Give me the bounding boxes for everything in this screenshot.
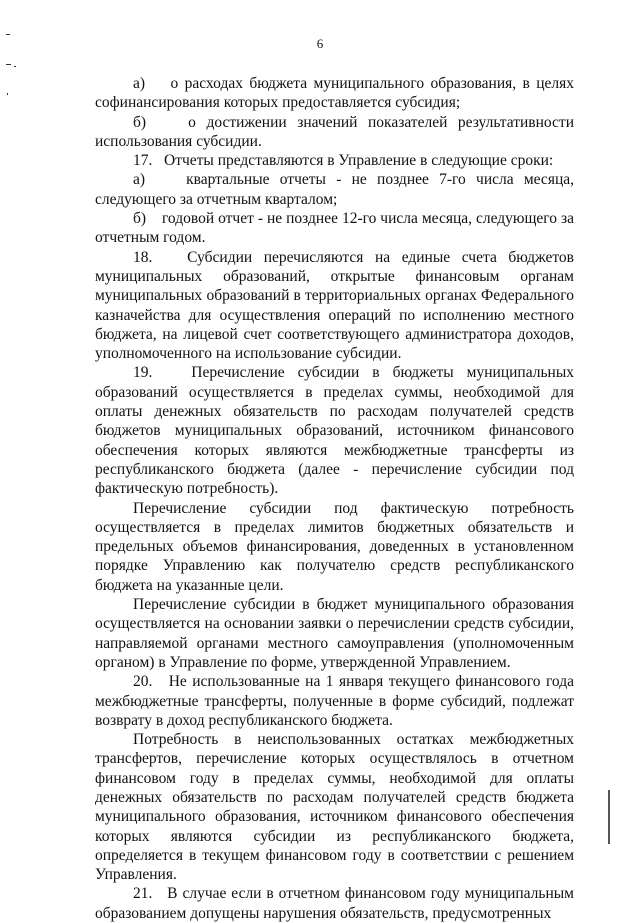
- scan-margin-mark: [6, 64, 11, 65]
- paragraph-18: 18. Субсидии перечисляются на единые счета бюджетов муниципальных образований, открытые финансовым органам муниципальных образований в территориальных органах Федерального казначейства для осуществления операций по исполнению местного бюджета, на лицевой счет соответствующего администратора доходов, уполномоченного на использование субсидии.: [95, 248, 574, 363]
- paragraph-17b: б) годовой отчет - не позднее 12-го числа месяца, следующего за отчетным годом.: [95, 210, 574, 247]
- scan-margin-mark: [14, 66, 16, 67]
- paragraph-21: 21. В случае если в отчетном финансовом году муниципальным образованием допущены нарушения обязательств, предусмотренных: [95, 885, 574, 922]
- paragraph-17: 17. Отчеты представляются в Управление в следующие сроки:: [133, 152, 554, 170]
- paragraph-17a: а) квартальные отчеты - не позднее 7-го числа месяца, следующего за отчетным кварталом;: [95, 171, 574, 208]
- paragraph-20: 20. Не использованные на 1 января текущего финансового года межбюджетные трансферты, полученные в форме субсидий, подлежат возврату в доход республиканского бюджета.: [95, 673, 574, 729]
- paragraph-19-2: Перечисление субсидии под фактическую потребность осуществляется в пределах лимитов бюджетных обязательств и предельных объемов финансирования, доведенных в установленном порядке Управлению как получателю средств республиканского бюджета на указанные цели.: [95, 499, 574, 594]
- paragraph-19-3: Перечисление субсидии в бюджет муниципального образования осуществляется на основании заявки о перечислении средств субсидии, направляемой органами местного самоуправления (уполномоченным органом) в Управление по форме, утвержденной Управлением.: [95, 596, 574, 671]
- page-number: 6: [316, 36, 324, 51]
- paragraph-16b: б) о достижении значений показателей результативности использования субсидии.: [95, 113, 574, 150]
- paragraph-19: 19. Перечисление субсидии в бюджеты муниципальных образований осуществляется в пределах суммы, необходимой для оплаты денежных обязательств по расходам получателей средств бюджетов муниципальных образований, источником финансового обеспечения которых являются межбюджетные трансферты из республиканского бюджета (далее - перечисление субсидии под фактическую потребность).: [95, 364, 574, 498]
- document-body: [95, 74, 574, 923]
- margin-vertical-line: [608, 790, 610, 844]
- paragraph-16a: а) о расходах бюджета муниципального образования, в целях софинансирования которых предоставляется субсидия;: [95, 75, 574, 112]
- scan-margin-mark: [7, 93, 8, 95]
- scan-margin-mark: [6, 34, 10, 35]
- paragraph-20-2: Потребность в неиспользованных остатках межбюджетных трансфертов, перечисление которых осуществлялось в отчетном финансовом году в пределах суммы, необходимой для оплаты денежных обязательств по расходам получателей средств бюджета муниципального образования, источником финансового обеспечения которых являются субсидии из республиканского бюджета, определяется в текущем финансовом году в соответствии с решением Управления.: [95, 731, 574, 884]
